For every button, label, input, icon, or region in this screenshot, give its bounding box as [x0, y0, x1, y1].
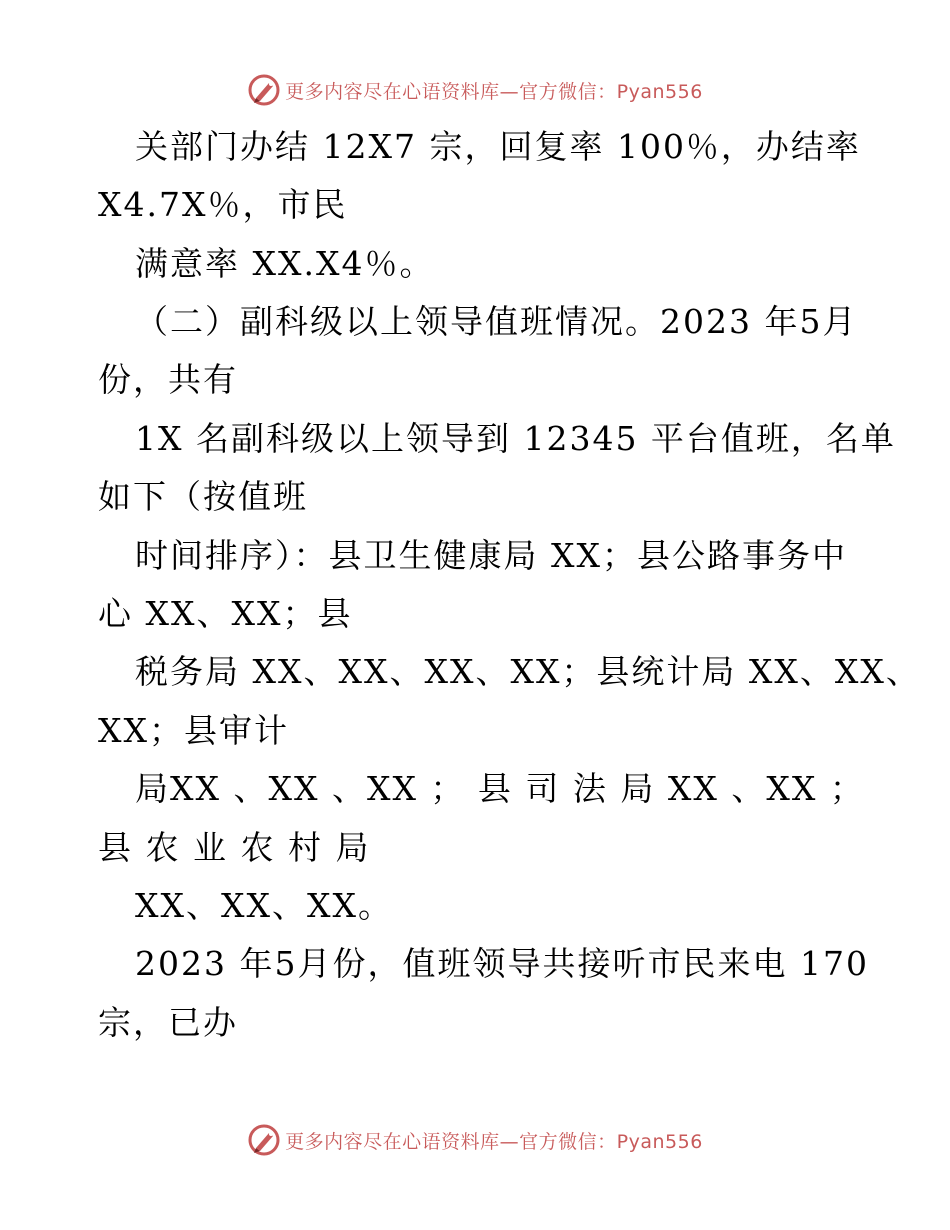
- body-line-1: 关部门办结 12X7 宗，回复率 100％，办结率: [135, 127, 861, 166]
- body-line-9: 心 XX、XX；县: [98, 594, 353, 633]
- body-line-7: 如下（按值班: [98, 477, 308, 516]
- footer-banner-text: 更多内容尽在心语资料库—官方微信：Pyan556: [285, 1130, 703, 1153]
- body-line-3: 满意率 XX.X4％。: [135, 244, 435, 283]
- body-line-15: 2023 年5月份，值班领导共接听市民来电 170: [135, 944, 869, 983]
- body-line-11: XX；县审计: [98, 711, 289, 750]
- pen-logo-icon: [247, 1123, 281, 1157]
- body-line-8: 时间排序）：县卫生健康局 XX；县公路事务中: [135, 536, 847, 575]
- header-banner-text: 更多内容尽在心语资料库—官方微信：Pyan556: [285, 80, 703, 103]
- footer-banner: [0, 1120, 950, 1160]
- body-line-4: （二）副科级以上领导值班情况。2023 年5月: [135, 302, 858, 341]
- body-line-13: 县 农 业 农 村 局: [98, 828, 371, 867]
- footer-banner-inner: [247, 1123, 703, 1157]
- body-line-5: 份，共有: [98, 360, 238, 399]
- body-line-10: 税务局 XX、XX、XX、XX；县统计局 XX、XX、: [135, 652, 921, 691]
- body-line-2: X4.7X％，市民: [98, 185, 348, 224]
- body-line-6: 1X 名副科级以上领导到 12345 平台值班，名单: [135, 419, 896, 458]
- body-line-14: XX、XX、XX。: [135, 886, 393, 925]
- body-line-12: 局XX 、XX 、XX ； 县 司 法 局 XX 、XX ；: [135, 769, 865, 808]
- body-line-16: 宗，已办: [98, 1003, 238, 1042]
